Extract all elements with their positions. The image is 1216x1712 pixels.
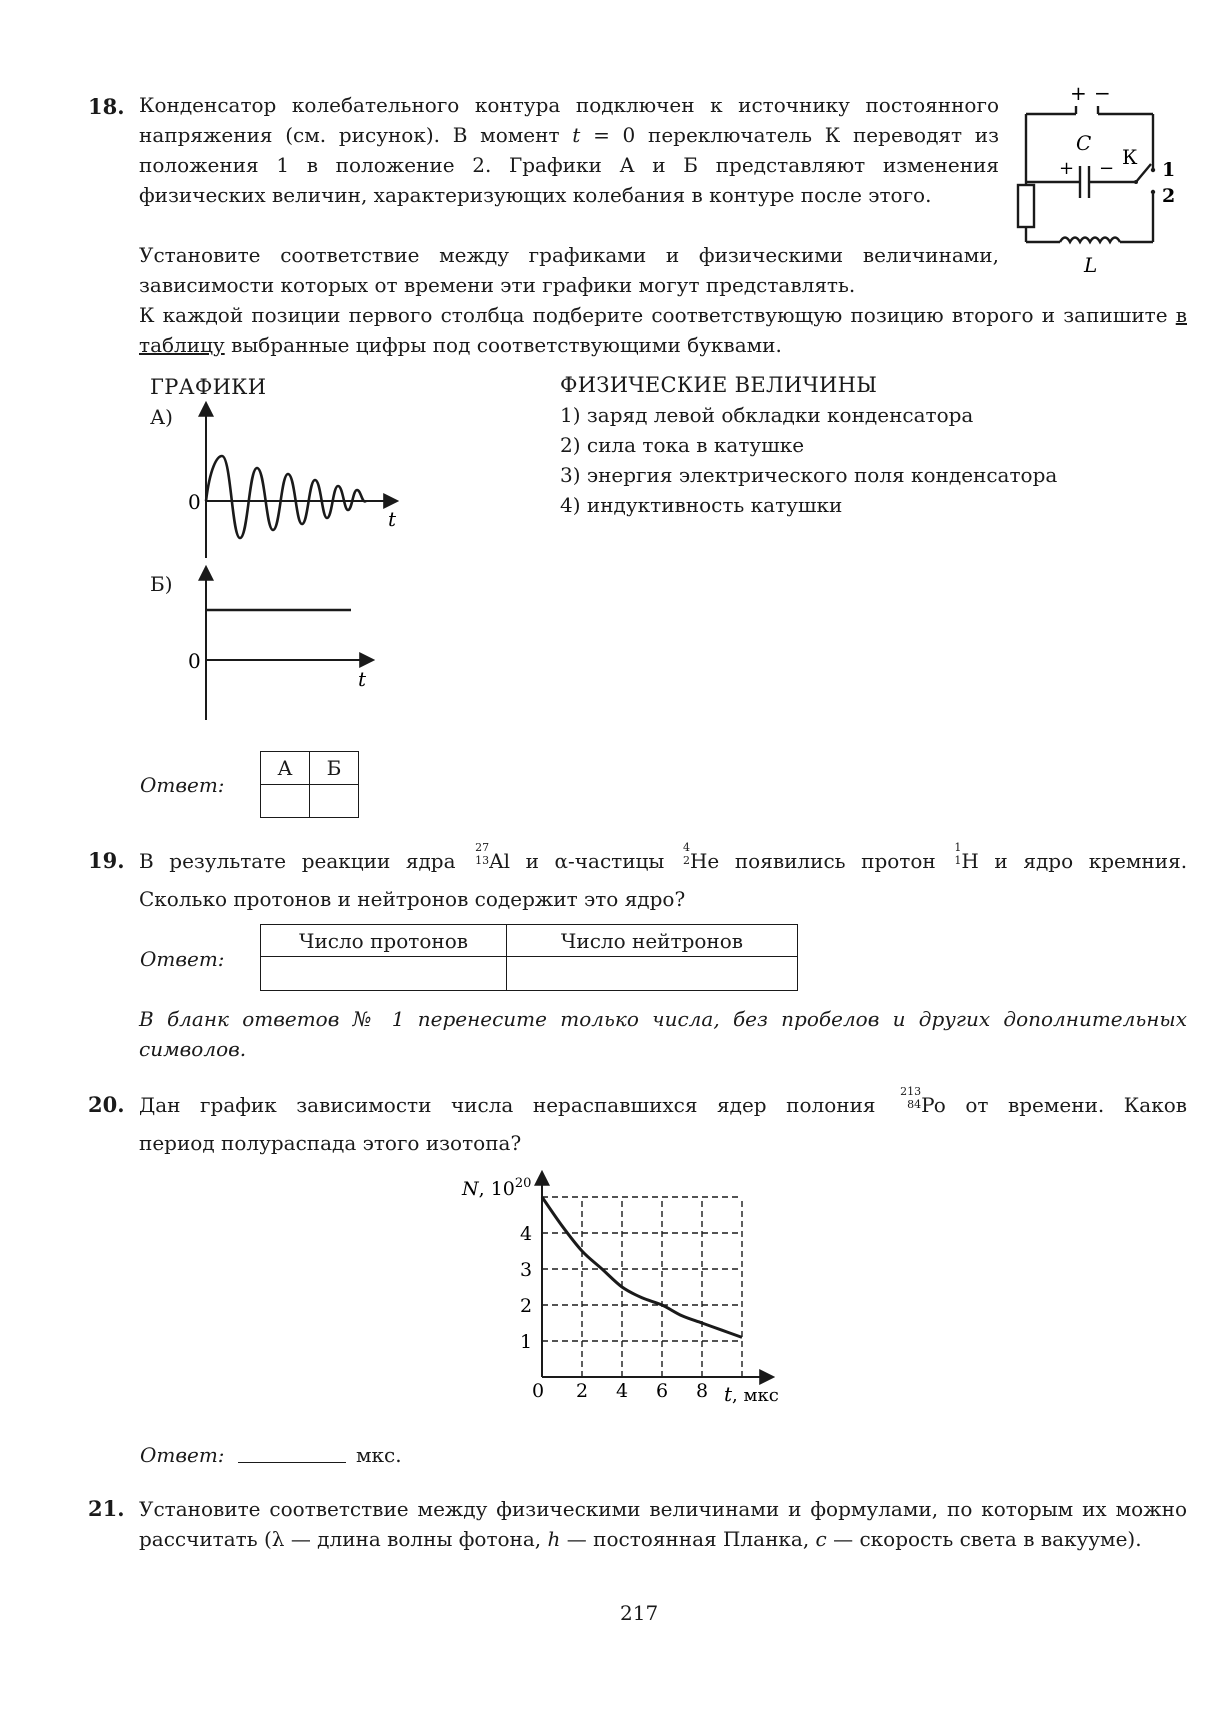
q19-text-a: В результате реакции ядра <box>139 849 456 873</box>
chart-grid <box>542 1197 742 1377</box>
graph-b-zero: 0 <box>188 649 201 673</box>
graph-a-zero: 0 <box>188 490 201 514</box>
al-symbol: Al <box>489 849 510 873</box>
q18-answer-table <box>260 751 359 818</box>
q19-header-neutrons: Число нейтронов <box>507 925 798 957</box>
q20-answer-unit: мкс. <box>356 1443 402 1467</box>
circuit-diagram <box>1010 82 1200 282</box>
q19-protons-cell[interactable] <box>261 957 507 991</box>
circuit-plus: + <box>1070 82 1087 105</box>
q18-text-a: Конденсатор колебательного контура подключен к источнику постоянного напряжения (см. рисунок). В момент <box>139 93 999 147</box>
quantity-2: 2) сила тока в катушке <box>560 433 805 457</box>
q18-header-b: Б <box>310 752 359 785</box>
q20-text-a: Дан график зависимости числа нераспавшихся ядер полония <box>139 1093 876 1117</box>
he-charge: 2 <box>682 854 690 867</box>
q20-number: 20. <box>88 1092 125 1117</box>
graphs-title: ГРАФИКИ <box>150 375 267 399</box>
q20-answer-label: Ответ: <box>140 1443 225 1467</box>
q19-number: 19. <box>88 848 125 873</box>
h-symbol: H <box>961 849 979 873</box>
circuit-pos1: 1 <box>1162 159 1176 181</box>
circuit-cap-plus: + <box>1059 158 1075 179</box>
quantity-1: 1) заряд левой обкладки конденсатора <box>560 403 974 427</box>
q19-answer-table <box>260 924 798 991</box>
q19-answer-label: Ответ: <box>140 947 225 971</box>
x-tick-label: 4 <box>616 1380 629 1402</box>
q19-text-d: и ядро кремния. <box>994 849 1188 873</box>
graph-a <box>184 398 414 558</box>
x-tick-label: 8 <box>696 1380 709 1402</box>
y-tick-label: 2 <box>520 1295 533 1317</box>
q18-header-a: А <box>261 752 310 785</box>
q19-line2: Сколько протонов и нейтронов содержит это ядро? <box>139 887 686 911</box>
q18-instruction1 <box>139 240 999 300</box>
q21-number: 21. <box>88 1496 125 1521</box>
q20-answer-blank[interactable] <box>238 1462 346 1463</box>
q21-text <box>139 1494 1187 1554</box>
circuit-cap-minus: − <box>1099 158 1115 179</box>
y-tick-label: 1 <box>520 1331 533 1353</box>
h-charge: 1 <box>954 854 962 867</box>
decay-curve <box>542 1197 742 1337</box>
q18-t-var: t <box>572 123 581 147</box>
q19-text-b: и α-частицы <box>525 849 665 873</box>
q18-instr2-b: выбранные цифры под соответствующими буквами. <box>231 333 782 357</box>
graph-b-t: t <box>358 667 367 691</box>
circuit-switch-label: К <box>1122 145 1138 169</box>
x-tick-label: 2 <box>576 1380 589 1402</box>
page-number: 217 <box>620 1601 659 1625</box>
q19-note: В бланк ответов № 1 перенесите только числа, без пробелов и других дополнительных символов. <box>139 1007 1187 1061</box>
q18-instruction1-text: Установите соответствие между графиками и физическими величинами, зависимости которых от времени эти графики могут представлять. <box>139 243 999 297</box>
h-mass: 1 <box>954 841 962 854</box>
q21-c-var: c <box>815 1527 827 1551</box>
q18-text-b: = 0 переключатель К переводят из положения 1 в положение 2. Графики А и Б представляют изменения физических величин, характеризующих колебания в контуре после этого. <box>139 123 1000 207</box>
nuclide-al <box>471 841 510 876</box>
nuclide-h <box>951 841 979 876</box>
po-symbol: Po <box>921 1093 946 1117</box>
po-mass: 213 <box>900 1085 922 1098</box>
nuclide-po <box>895 1085 946 1120</box>
q18-instruction2 <box>139 300 1187 360</box>
q19-header-protons: Число протонов <box>261 925 507 957</box>
circuit-inductor-label: L <box>1084 253 1098 277</box>
y-axis-label: N, $10^{20}$ <box>462 1176 532 1200</box>
origin-label: 0 <box>532 1380 545 1402</box>
q19-neutrons-cell[interactable] <box>507 957 798 991</box>
circuit-minus: − <box>1094 82 1111 105</box>
q18-answer-cell-a[interactable] <box>261 785 310 818</box>
circuit-cap-label: C <box>1076 131 1092 155</box>
y-tick-label: 4 <box>520 1223 533 1245</box>
graph-a-t: t <box>388 507 397 531</box>
q20-text-b: от времени. Каков <box>965 1093 1187 1117</box>
q20-line1 <box>139 1085 1187 1120</box>
q18-answer-cell-b[interactable] <box>310 785 359 818</box>
graph-b-label: Б) <box>150 572 173 596</box>
po-charge: 84 <box>907 1098 922 1111</box>
q21-h-var: h <box>547 1527 561 1551</box>
circuit-pos2: 2 <box>1162 185 1176 207</box>
q19-text-c: появились протон <box>734 849 936 873</box>
q18-instr2-a: К каждой позиции первого столбца подберите соответствующую позицию второго и запишите <box>139 303 1168 327</box>
q21-text-c: — скорость света в вакууме). <box>833 1527 1142 1551</box>
he-symbol: He <box>689 849 720 873</box>
y-tick-label: 3 <box>520 1259 533 1281</box>
q18-text <box>139 90 999 210</box>
al-mass: 27 <box>475 841 490 854</box>
decay-chart <box>440 1165 800 1415</box>
graph-a-label: А) <box>150 405 173 429</box>
he-mass: 4 <box>682 841 690 854</box>
q21-text-a: Установите соответствие между физическими величинами и формулами, по которым их можно рассчитать (λ — длина волны фотона, <box>139 1497 1187 1551</box>
graph-b <box>184 562 384 722</box>
q18-number: 18. <box>88 94 125 119</box>
x-axis-label: t, мкс <box>724 1382 779 1406</box>
q18-answer-label: Ответ: <box>140 773 225 797</box>
q19-line1 <box>139 841 1188 876</box>
x-tick-label: 6 <box>656 1380 669 1402</box>
quantities-title: ФИЗИЧЕСКИЕ ВЕЛИЧИНЫ <box>560 373 878 397</box>
quantity-3: 3) энергия электрического поля конденсатора <box>560 463 1058 487</box>
q21-text-b: — постоянная Планка, <box>566 1527 810 1551</box>
q18-instr2-underlined: в таблицу <box>139 303 1187 357</box>
q20-line2: период полураспада этого изотопа? <box>139 1131 522 1155</box>
quantity-4: 4) индуктивность катушки <box>560 493 843 517</box>
al-charge: 13 <box>475 854 490 867</box>
nuclide-he <box>680 841 720 876</box>
